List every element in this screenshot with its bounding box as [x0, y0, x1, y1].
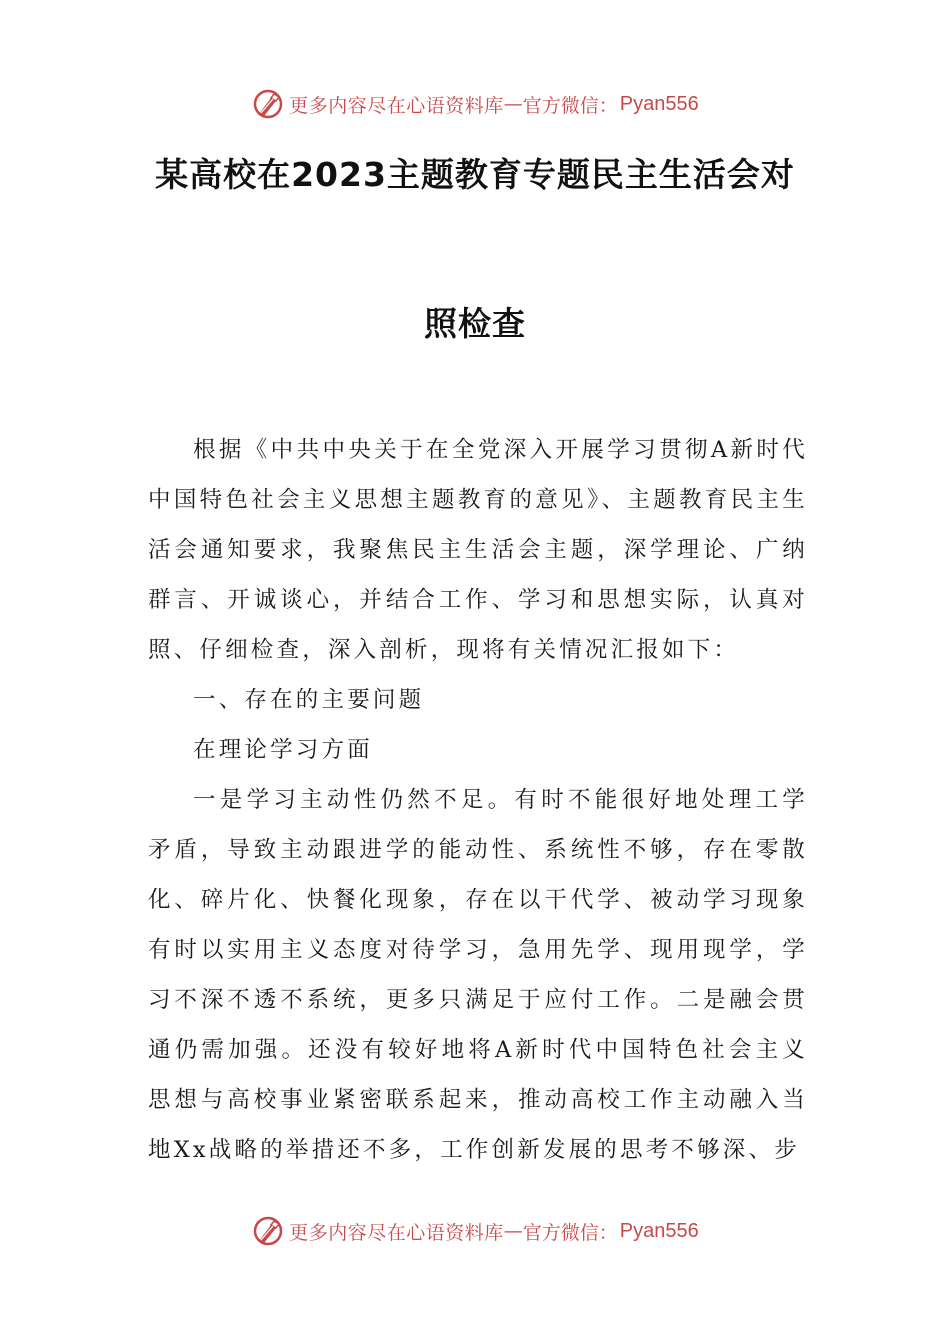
section-heading: 一、存在的主要问题	[193, 687, 425, 713]
watermark-main-text: 更多内容尽在心语资料库	[289, 1221, 504, 1244]
pen-nib-logo-icon	[251, 87, 285, 121]
pen-nib-logo-icon	[251, 1214, 285, 1248]
document-title-line-2: 照检查	[424, 304, 526, 343]
document-body	[148, 425, 808, 1175]
document-title-line-1: 某高校在2023主题教育专题民主生活会对	[155, 155, 795, 194]
watermark-label: 官方微信：	[522, 1221, 618, 1244]
subsection-heading: 在理论学习方面	[193, 737, 373, 763]
watermark-footer	[0, 1211, 950, 1251]
watermark-id: Pyan556	[619, 1219, 699, 1242]
body-paragraph: 一是学习主动性仍然不足。有时不能很好地处理工学矛盾，导致主动跟进学的能动性、系统性不够，存在零散化、碎片化、快餐化现象，存在以干代学、被动学习现象有时以实用主义态度对待学习，急用先学、现用现学，学习不深不透不系统，更多只满足于应付工作。二是融会贯通仍需加强。还没有较好地将A新时代中国特色社会主义思想与高校事业紧密联系起来，推动高校工作主动融入当地Xx战略的举措还不多，工作创新发展的思考不够深、步	[148, 787, 808, 1163]
watermark-separator: —	[503, 93, 523, 115]
intro-paragraph: 根据《中共中央关于在全党深入开展学习贯彻A新时代中国特色社会主义思想主题教育的意见》、主题教育民主生活会通知要求，我聚焦民主生活会主题，深学理论、广纳群言、开诚谈心，并结合工作、学习和思想实际，认真对照、仔细检查，深入剖析，现将有关情况汇报如下：	[148, 437, 808, 663]
watermark-separator: —	[503, 1220, 523, 1242]
watermark-header	[0, 84, 950, 124]
watermark-id: Pyan556	[619, 92, 699, 115]
watermark-main-text: 更多内容尽在心语资料库	[289, 94, 504, 117]
watermark-label: 官方微信：	[522, 94, 618, 117]
